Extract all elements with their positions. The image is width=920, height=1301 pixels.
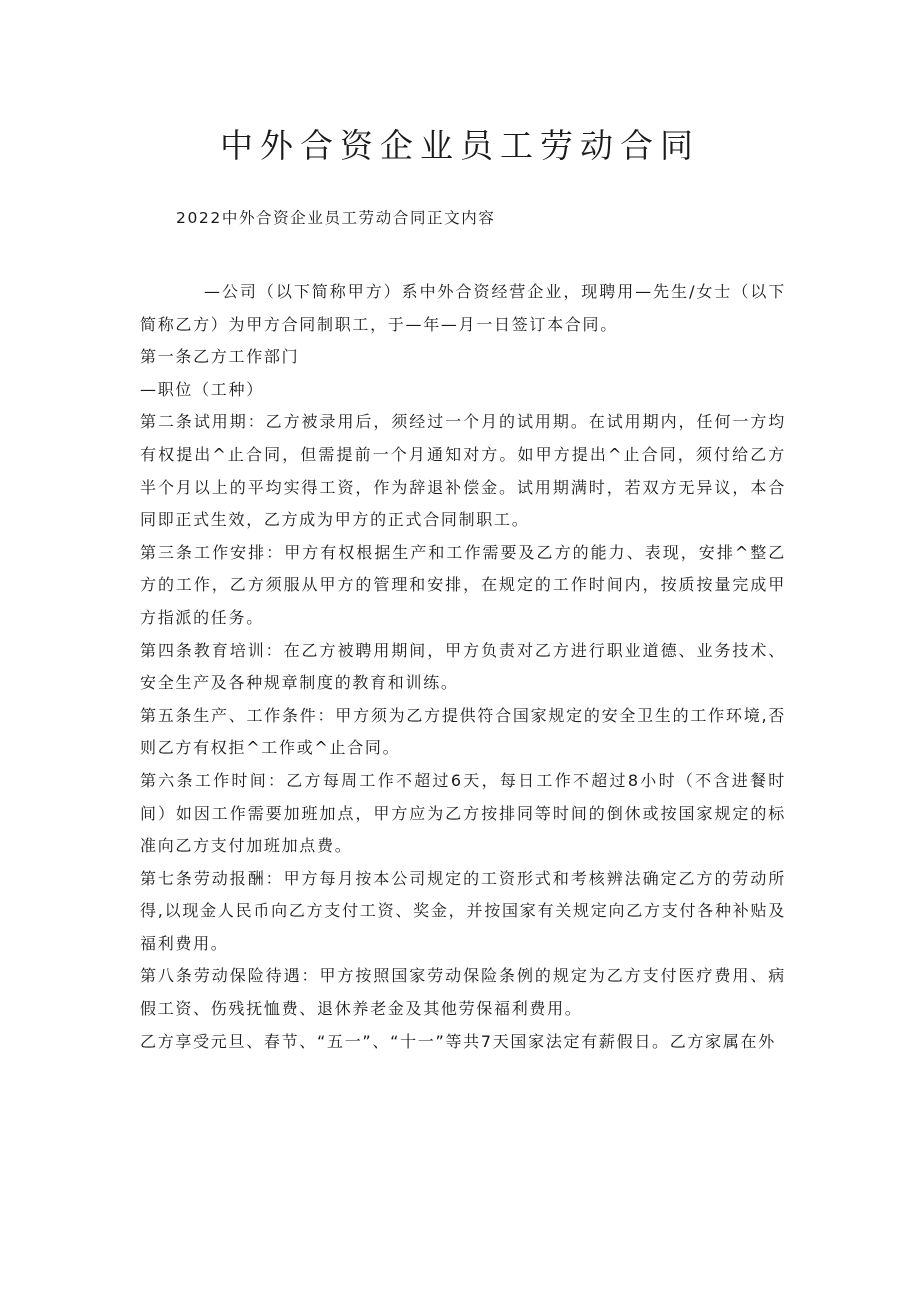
article-1-heading: 第一条乙方工作部门 bbox=[140, 347, 300, 367]
document-subtitle: 2022中外合资企业员工劳动合同正文内容 bbox=[176, 209, 496, 227]
document-title: 中外合资企业员工劳动合同 bbox=[220, 126, 700, 165]
article-8-insurance: 第八条劳动保险待遇：甲方按照国家劳动保险条例的规定为乙方支付医疗费用、病假工资、伤残抚恤费、退休养老金及其他劳保福利费用。 bbox=[140, 966, 786, 1019]
article-3-work-arrangement: 第三条工作安排：甲方有权根据生产和工作需要及乙方的能力、表现，安排^整乙方的工作，乙方须服从甲方的管理和安排，在规定的工作时间内，按质按量完成甲方指派的任务。 bbox=[140, 542, 786, 627]
preamble-paragraph: —公司（以下简称甲方）系中外合资经营企业，现聘用—先生/女士（以下简称乙方）为甲方合同制职工，于—年—月一日签订本合同。 bbox=[140, 282, 786, 334]
holidays-paragraph: 乙方享受元旦、春节、“五一”、“十一”等共7天国家法定有薪假日。乙方家属在外 bbox=[140, 1031, 776, 1051]
article-4-training: 第四条教育培训：在乙方被聘用期间，甲方负责对乙方进行职业道德、业务技术、安全生产及各种规章制度的教育和训练。 bbox=[140, 640, 786, 693]
contract-body bbox=[140, 276, 786, 1058]
article-1-position: —职位（工种） bbox=[140, 379, 264, 399]
article-2-probation: 第二条试用期：乙方被录用后，须经过一个月的试用期。在试用期内，任何一方均有权提出^止合同，但需提前一个月通知对方。如甲方提出^止合同，须付给乙方半个月以上的平均实得工资，作为辞退补偿金。试用期满时，若双方无异议，本合同即正式生效，乙方成为甲方的正式合同制职工。 bbox=[140, 412, 786, 530]
article-5-working-conditions: 第五条生产、工作条件：甲方须为乙方提供符合国家规定的安全卫生的工作环境,否则乙方有权拒^工作或^止合同。 bbox=[140, 705, 786, 758]
article-7-remuneration: 第七条劳动报酬：甲方每月按本公司规定的工资形式和考核辨法确定乙方的劳动所得,以现金人民币向乙方支付工资、奖金，并按国家有关规定向乙方支付各种补贴及福利费用。 bbox=[140, 868, 786, 953]
article-6-working-hours: 第六条工作时间：乙方每周工作不超过6天，每日工作不超过8小时（不含进餐时间）如因工作需要加班加点，甲方应为乙方按排同等时间的倒休或按国家规定的标准向乙方支付加班加点费。 bbox=[140, 770, 786, 856]
